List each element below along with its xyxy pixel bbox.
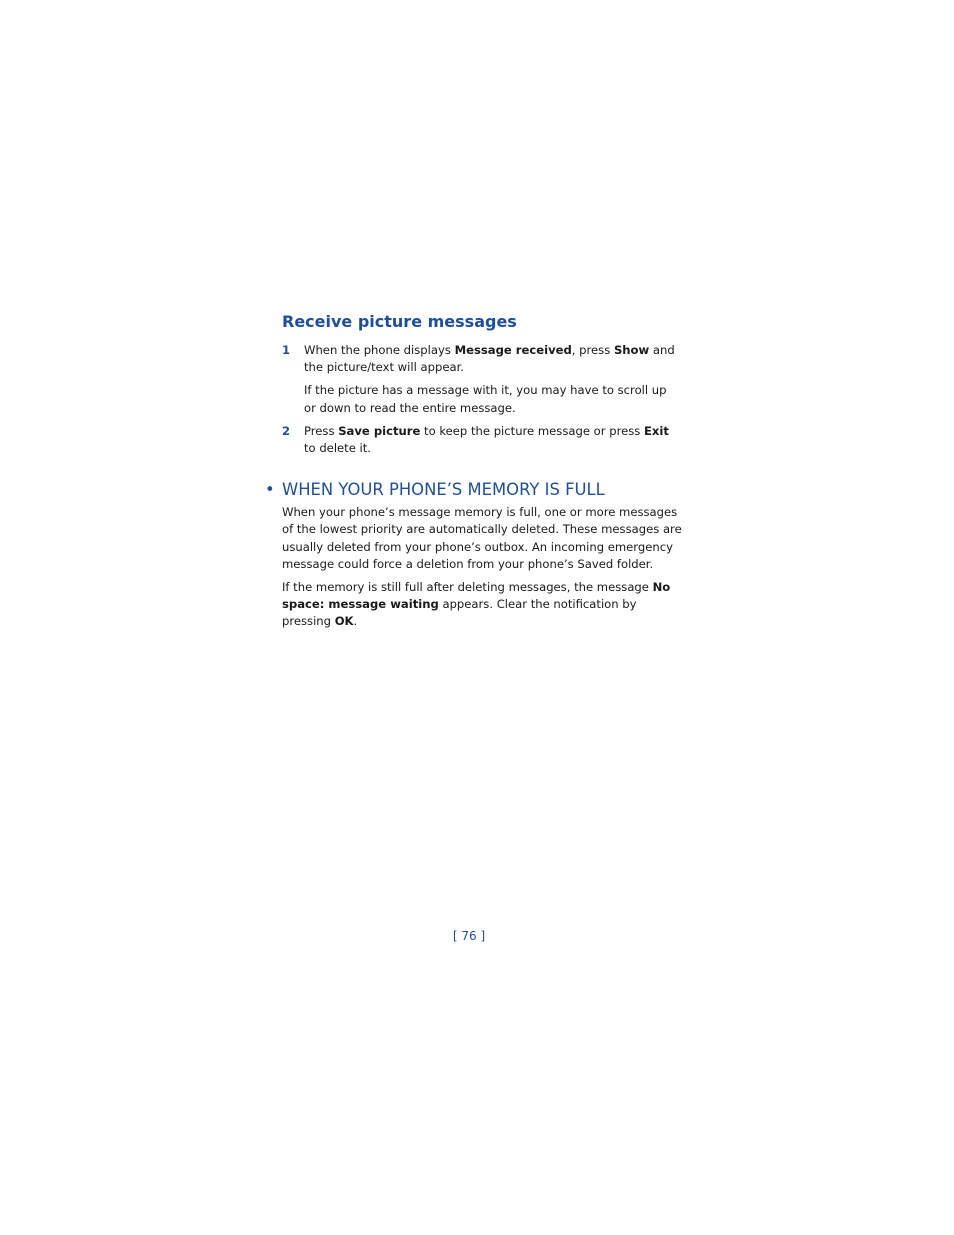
section-heading-receive: Receive picture messages [282, 312, 517, 331]
step-text: to keep the picture message or press [420, 423, 644, 438]
step-2 [282, 423, 682, 457]
para-keyword: OK [334, 614, 354, 629]
para-text: . [353, 614, 358, 629]
step-text: Press [304, 423, 339, 438]
step-text: When the phone displays [304, 343, 455, 357]
para-text: If the memory is still full after deleting messages, the message [282, 580, 653, 595]
step-1-note: If the picture has a message with it, you may have to scroll up or down to read the entire message. [304, 383, 667, 415]
bullet-icon: • [265, 480, 275, 500]
step-text: and the picture/text will appear. [304, 343, 675, 375]
memory-paragraph-2 [282, 579, 682, 631]
step-number: 2 [282, 423, 291, 438]
step-text: , press [571, 343, 614, 357]
step-keyword: Message received [454, 343, 572, 357]
step-keyword: Exit [643, 423, 669, 438]
step-text: to delete it. [304, 441, 371, 456]
para-keyword: No space: message waiting [282, 580, 671, 612]
step-1 [282, 342, 682, 376]
page-content [265, 310, 682, 637]
section-heading-memory-full [265, 479, 682, 501]
step-number: 1 [282, 343, 291, 357]
step-keyword: Save picture [338, 423, 421, 438]
page-number: [ 76 ] [452, 929, 486, 943]
para-text: appears. Clear the notification by pressing [282, 597, 637, 629]
memory-paragraph-1: When your phone’s message memory is full, one or more messages of the lowest priority are automatically deleted. These messages are usually deleted from your phone’s outbox. An incoming emergency message could force a deletion from your phone’s Saved folder. [282, 505, 682, 571]
step-keyword: Show [613, 343, 650, 357]
heading-text: WHEN YOUR PHONE’S MEMORY IS FULL [282, 480, 605, 500]
